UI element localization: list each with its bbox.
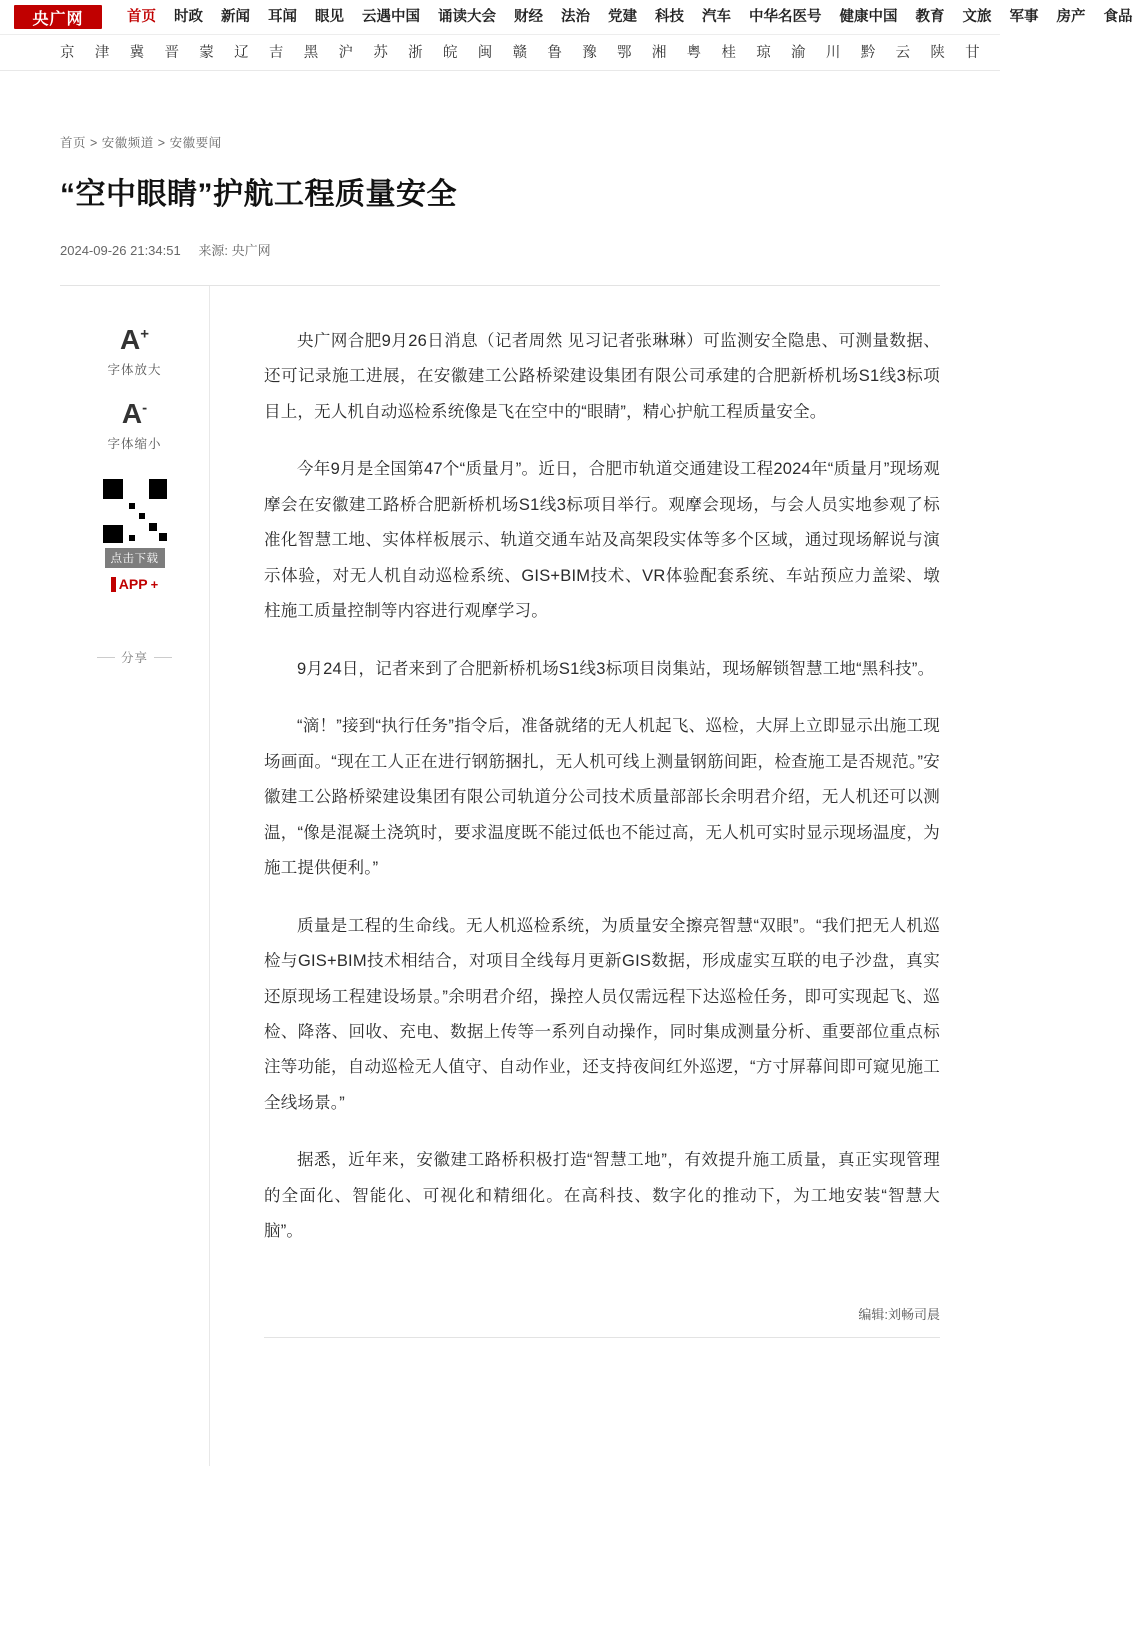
share-rule-right-icon: [154, 657, 172, 658]
province-item-21[interactable]: 渝: [791, 44, 806, 61]
article-paragraph: 9月24日，记者来到了合肥新桥机场S1线3标项目岗集站，现场解锁智慧工地“黑科技”。: [297, 659, 935, 678]
nav-item-4[interactable]: 眼见: [315, 9, 344, 25]
share-rule-left-icon: [97, 657, 115, 658]
nav-item-7[interactable]: 财经: [514, 9, 543, 25]
font-increase-letter: A: [120, 324, 141, 355]
province-item-3[interactable]: 晋: [164, 44, 179, 61]
province-item-12[interactable]: 闽: [477, 44, 493, 61]
article-source: 央广网: [231, 243, 271, 258]
nav-item-8[interactable]: 法治: [561, 9, 590, 25]
province-item-9[interactable]: 苏: [373, 44, 388, 61]
app-label: APP: [118, 576, 148, 592]
province-item-20[interactable]: 琼: [756, 44, 771, 61]
nav-item-18[interactable]: 食品: [1103, 9, 1133, 25]
qr-code-icon[interactable]: [102, 478, 168, 544]
nav-item-9[interactable]: 党建: [608, 9, 637, 25]
nav-item-16[interactable]: 军事: [1009, 9, 1039, 25]
province-item-18[interactable]: 粤: [686, 44, 702, 61]
nav-item-1[interactable]: 时政: [174, 9, 203, 25]
province-item-22[interactable]: 川: [825, 44, 841, 61]
font-increase-label: 字体放大: [107, 363, 162, 377]
province-item-25[interactable]: 陕: [930, 44, 945, 61]
page-title: “空中眼睛”护航工程质量安全: [60, 178, 457, 211]
qr-download-button[interactable]: 点击下载: [105, 548, 165, 568]
province-item-19[interactable]: 桂: [721, 44, 736, 61]
article-paragraph: “滴！”接到“执行任务”指令后，准备就绪的无人机起飞、巡检，大屏上立即显示出施工现场画面。“现在工人正在进行钢筋捆扎，无人机可线上测量钢筋间距，检查施工是否规范。”安徽建工公路桥梁建设集团有限公司轨道分公司技术质量部部长余明君介绍，无人机还可以测温，“像是混凝土浇筑时，要求温度既不能过低也不能过高，无人机可实时显示现场温度，为施工提供便利。”: [264, 717, 940, 878]
province-item-10[interactable]: 浙: [408, 44, 423, 61]
nav-item-5[interactable]: 云遇中国: [362, 9, 420, 25]
province-item-17[interactable]: 湘: [651, 44, 667, 61]
breadcrumb: [60, 71, 940, 151]
province-item-8[interactable]: 沪: [338, 44, 353, 61]
province-item-16[interactable]: 鄂: [617, 44, 632, 61]
article-paragraph: 今年9月是全国第47个“质量月”。近日，合肥市轨道交通建设工程2024年“质量月”现场观摩会在安徽建工路桥合肥新桥机场S1线3标项目举行。观摩会现场，与会人员实地参观了标准化智慧工地、实体样板展示、轨道交通车站及高架段实体等多个区域，通过现场解说与演示体验，对无人机自动巡检系统、GIS+BIM技术、VR体验配套系统、车站预应力盖梁、墩柱施工质量控制等内容进行观摩学习。: [264, 460, 940, 621]
font-increase-icon: [60, 326, 209, 354]
article-editor: 编辑:刘畅司晨: [858, 1306, 940, 1322]
footer-divider: [264, 1337, 940, 1338]
nav-item-0[interactable]: 首页: [127, 9, 156, 25]
article-body: [210, 286, 940, 1338]
province-item-0[interactable]: 京: [60, 44, 75, 61]
app-badge[interactable]: [111, 576, 158, 592]
nav-item-11[interactable]: 汽车: [702, 9, 731, 25]
article-content-area: [60, 286, 940, 1466]
share-label-row[interactable]: [60, 648, 209, 666]
font-decrease-sup: -: [142, 399, 148, 417]
site-logo[interactable]: 央广网: [14, 5, 102, 29]
article-meta: [60, 240, 940, 259]
province-item-14[interactable]: 鲁: [547, 44, 562, 61]
breadcrumb-item-1[interactable]: 安徽频道: [101, 136, 154, 150]
province-item-6[interactable]: 吉: [268, 44, 284, 61]
nav-item-3[interactable]: 耳闻: [268, 9, 297, 25]
province-item-2[interactable]: 冀: [129, 44, 145, 61]
nav-item-17[interactable]: 房产: [1056, 9, 1086, 25]
article-source-label: 来源:: [198, 243, 228, 258]
province-item-11[interactable]: 皖: [442, 44, 458, 61]
province-item-1[interactable]: 津: [94, 44, 110, 61]
font-decrease-label: 字体缩小: [107, 437, 162, 451]
province-item-23[interactable]: 黔: [860, 44, 876, 61]
font-increase-button[interactable]: [60, 326, 209, 378]
province-item-4[interactable]: 蒙: [199, 44, 214, 61]
province-item-13[interactable]: 赣: [512, 44, 528, 61]
article-paragraph: 据悉，近年来，安徽建工路桥积极打造“智慧工地”，有效提升施工质量，真正实现管理的全面化、智能化、可视化和精细化。在高科技、数字化的推动下，为工地安装“智慧大脑”。: [264, 1151, 940, 1241]
province-item-24[interactable]: 云: [895, 44, 910, 61]
nav-item-6[interactable]: 诵读大会: [438, 9, 496, 25]
font-decrease-letter: A: [121, 398, 143, 429]
article-paragraph: 央广网合肥9月26日消息（记者周然 见习记者张琳琳）可监测安全隐患、可测量数据、还可记录施工进展，在安徽建工公路桥梁建设集团有限公司承建的合肥新桥机场S1线3标项目上，无人机自动巡检系统像是飞在空中的“眼睛”，精心护航工程质量安全。: [264, 332, 940, 421]
app-plus-icon: +: [150, 576, 159, 592]
province-item-7[interactable]: 黑: [303, 44, 319, 61]
province-nav: [0, 34, 1000, 70]
font-decrease-icon: [60, 400, 209, 428]
site-header: [0, 0, 1133, 71]
primary-nav: [0, 0, 1133, 34]
article-tools-sidebar: [60, 286, 210, 1466]
breadcrumb-item-0[interactable]: 首页: [60, 136, 87, 150]
nav-item-14[interactable]: 教育: [915, 9, 945, 25]
font-increase-sup: +: [140, 325, 149, 343]
app-download-block: [60, 478, 209, 592]
article-timestamp: 2024-09-26 21:34:51: [60, 243, 181, 258]
breadcrumb-item-2[interactable]: 安徽要闻: [169, 136, 222, 150]
province-item-26[interactable]: 甘: [965, 44, 980, 61]
nav-item-15[interactable]: 文旅: [962, 9, 992, 25]
article-paragraph: 质量是工程的生命线。无人机巡检系统，为质量安全擦亮智慧“双眼”。“我们把无人机巡检与GIS+BIM技术相结合，对项目全线每月更新GIS数据，形成虚实互联的电子沙盘，真实还原现场工程建设场景。”余明君介绍，操控人员仅需远程下达巡检任务，即可实现起飞、巡检、降落、回收、充电、数据上传等一系列自动操作，同时集成测量分析、重要部位重点标注等功能，自动巡检无人值守、自动作业，还支持夜间红外巡逻，“方寸屏幕间即可窥见施工全线场景。”: [264, 916, 940, 1112]
app-bar-icon: [111, 577, 116, 592]
breadcrumb-separator-0: >: [90, 136, 98, 150]
nav-item-2[interactable]: 新闻: [221, 9, 250, 25]
nav-item-12[interactable]: 中华名医号: [749, 9, 822, 25]
province-item-5[interactable]: 辽: [234, 44, 249, 61]
breadcrumb-separator-1: >: [157, 136, 166, 150]
province-item-15[interactable]: 豫: [582, 44, 597, 61]
font-decrease-button[interactable]: [60, 400, 209, 452]
page-container: [0, 71, 1000, 1466]
share-label: 分享: [120, 651, 148, 665]
nav-item-10[interactable]: 科技: [655, 9, 684, 25]
nav-item-13[interactable]: 健康中国: [839, 9, 898, 25]
